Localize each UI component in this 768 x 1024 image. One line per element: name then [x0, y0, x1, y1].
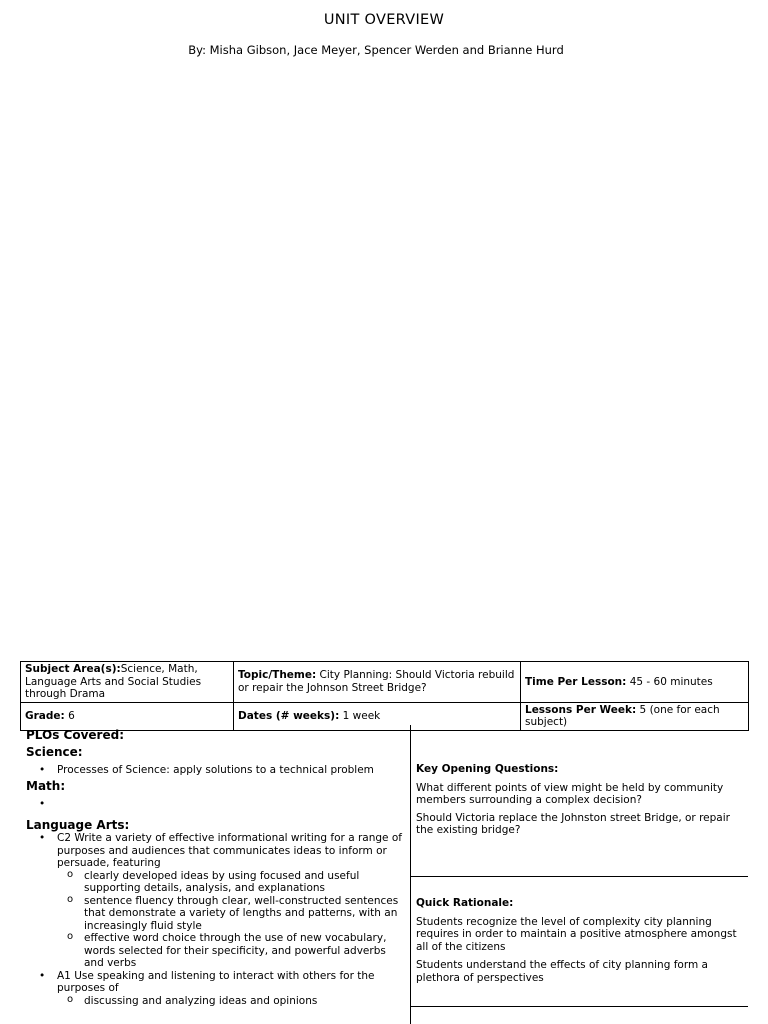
grade-label: Grade:	[25, 709, 65, 722]
list-item	[26, 832, 408, 970]
lessons-value: 5 (one for each subject)	[525, 703, 720, 728]
info-row-1	[21, 662, 749, 703]
unit-info-table	[20, 661, 749, 731]
plos-heading: PLOs Covered:	[26, 728, 124, 742]
c2-sub-list	[57, 870, 408, 970]
science-list	[26, 764, 408, 777]
rationale-heading: Quick Rationale:	[416, 897, 514, 909]
key-questions-section	[416, 763, 746, 837]
topic-value: City Planning: Should Victoria rebuild or repair the Johnson Street Bridge?	[238, 669, 515, 694]
document-title: UNIT OVERVIEW	[323, 12, 445, 28]
plan-body-grid	[20, 725, 748, 1024]
time-label: Time Per Lesson:	[525, 675, 627, 688]
rationale-section	[416, 897, 746, 984]
list-item: o sentence fluency through clear, well-constructed sentences that demonstrate a variety of lengths and patterns, with an increasingly fluid style	[57, 895, 408, 933]
topic-cell	[234, 662, 521, 703]
dates-value: 1 week	[342, 709, 381, 722]
key-question-2: Should Victoria replace the Johnston street Bridge, or repair the existing bridge?	[416, 811, 730, 836]
plos-section	[26, 729, 408, 1007]
math-heading: Math:	[26, 778, 66, 793]
column-divider	[410, 725, 411, 1024]
time-cell	[521, 662, 749, 703]
subject-cell	[21, 662, 234, 703]
list-item: o discussing and analyzing ideas and opinions	[57, 995, 408, 1008]
language-arts-list	[26, 832, 408, 1007]
subject-value: Science, Math, Language Arts and Social Studies through Drama	[25, 663, 202, 700]
grade-value: 6	[68, 709, 75, 722]
key-questions-heading: Key Opening Questions:	[416, 763, 559, 775]
list-item: • Processes of Science: apply solutions to a technical problem	[26, 764, 408, 777]
language-arts-heading: Language Arts:	[26, 817, 130, 832]
list-item: o effective word choice through the use of new vocabulary, words selected for their specificity, and powerful adverbs and verbs	[57, 932, 408, 970]
time-value: 45 - 60 minutes	[629, 675, 713, 688]
section-divider	[410, 1006, 748, 1007]
a1-sub-list	[57, 995, 408, 1008]
key-question-1: What different points of view might be held by community members surrounding a complex decision?	[416, 781, 724, 806]
list-item: o clearly developed ideas by using focused and useful supporting details, analysis, and explanations	[57, 870, 408, 895]
math-list	[26, 798, 408, 811]
rationale-1: Students recognize the level of complexity city planning requires in order to maintain a positive atmosphere amongst all of the citizens	[416, 915, 737, 953]
list-item	[26, 798, 408, 811]
dates-label: Dates (# weeks):	[238, 709, 340, 722]
document-authors: By: Misha Gibson, Jace Meyer, Spencer Werden and Brianne Hurd	[188, 43, 564, 57]
section-divider	[410, 876, 748, 877]
subject-label: Subject Area(s):	[25, 663, 121, 675]
list-item	[26, 970, 408, 1008]
lessons-label: Lessons Per Week:	[525, 703, 637, 716]
plo-a1-text: A1 Use speaking and listening to interact with others for the purposes of	[57, 969, 375, 994]
science-heading: Science:	[26, 744, 83, 759]
plo-c2-text: C2 Write a variety of effective informational writing for a range of purposes and audiences that communicates ideas to inform or persuade, featuring	[57, 832, 402, 869]
rationale-2: Students understand the effects of city planning form a plethora of perspectives	[416, 959, 708, 984]
topic-label: Topic/Theme:	[238, 669, 317, 682]
